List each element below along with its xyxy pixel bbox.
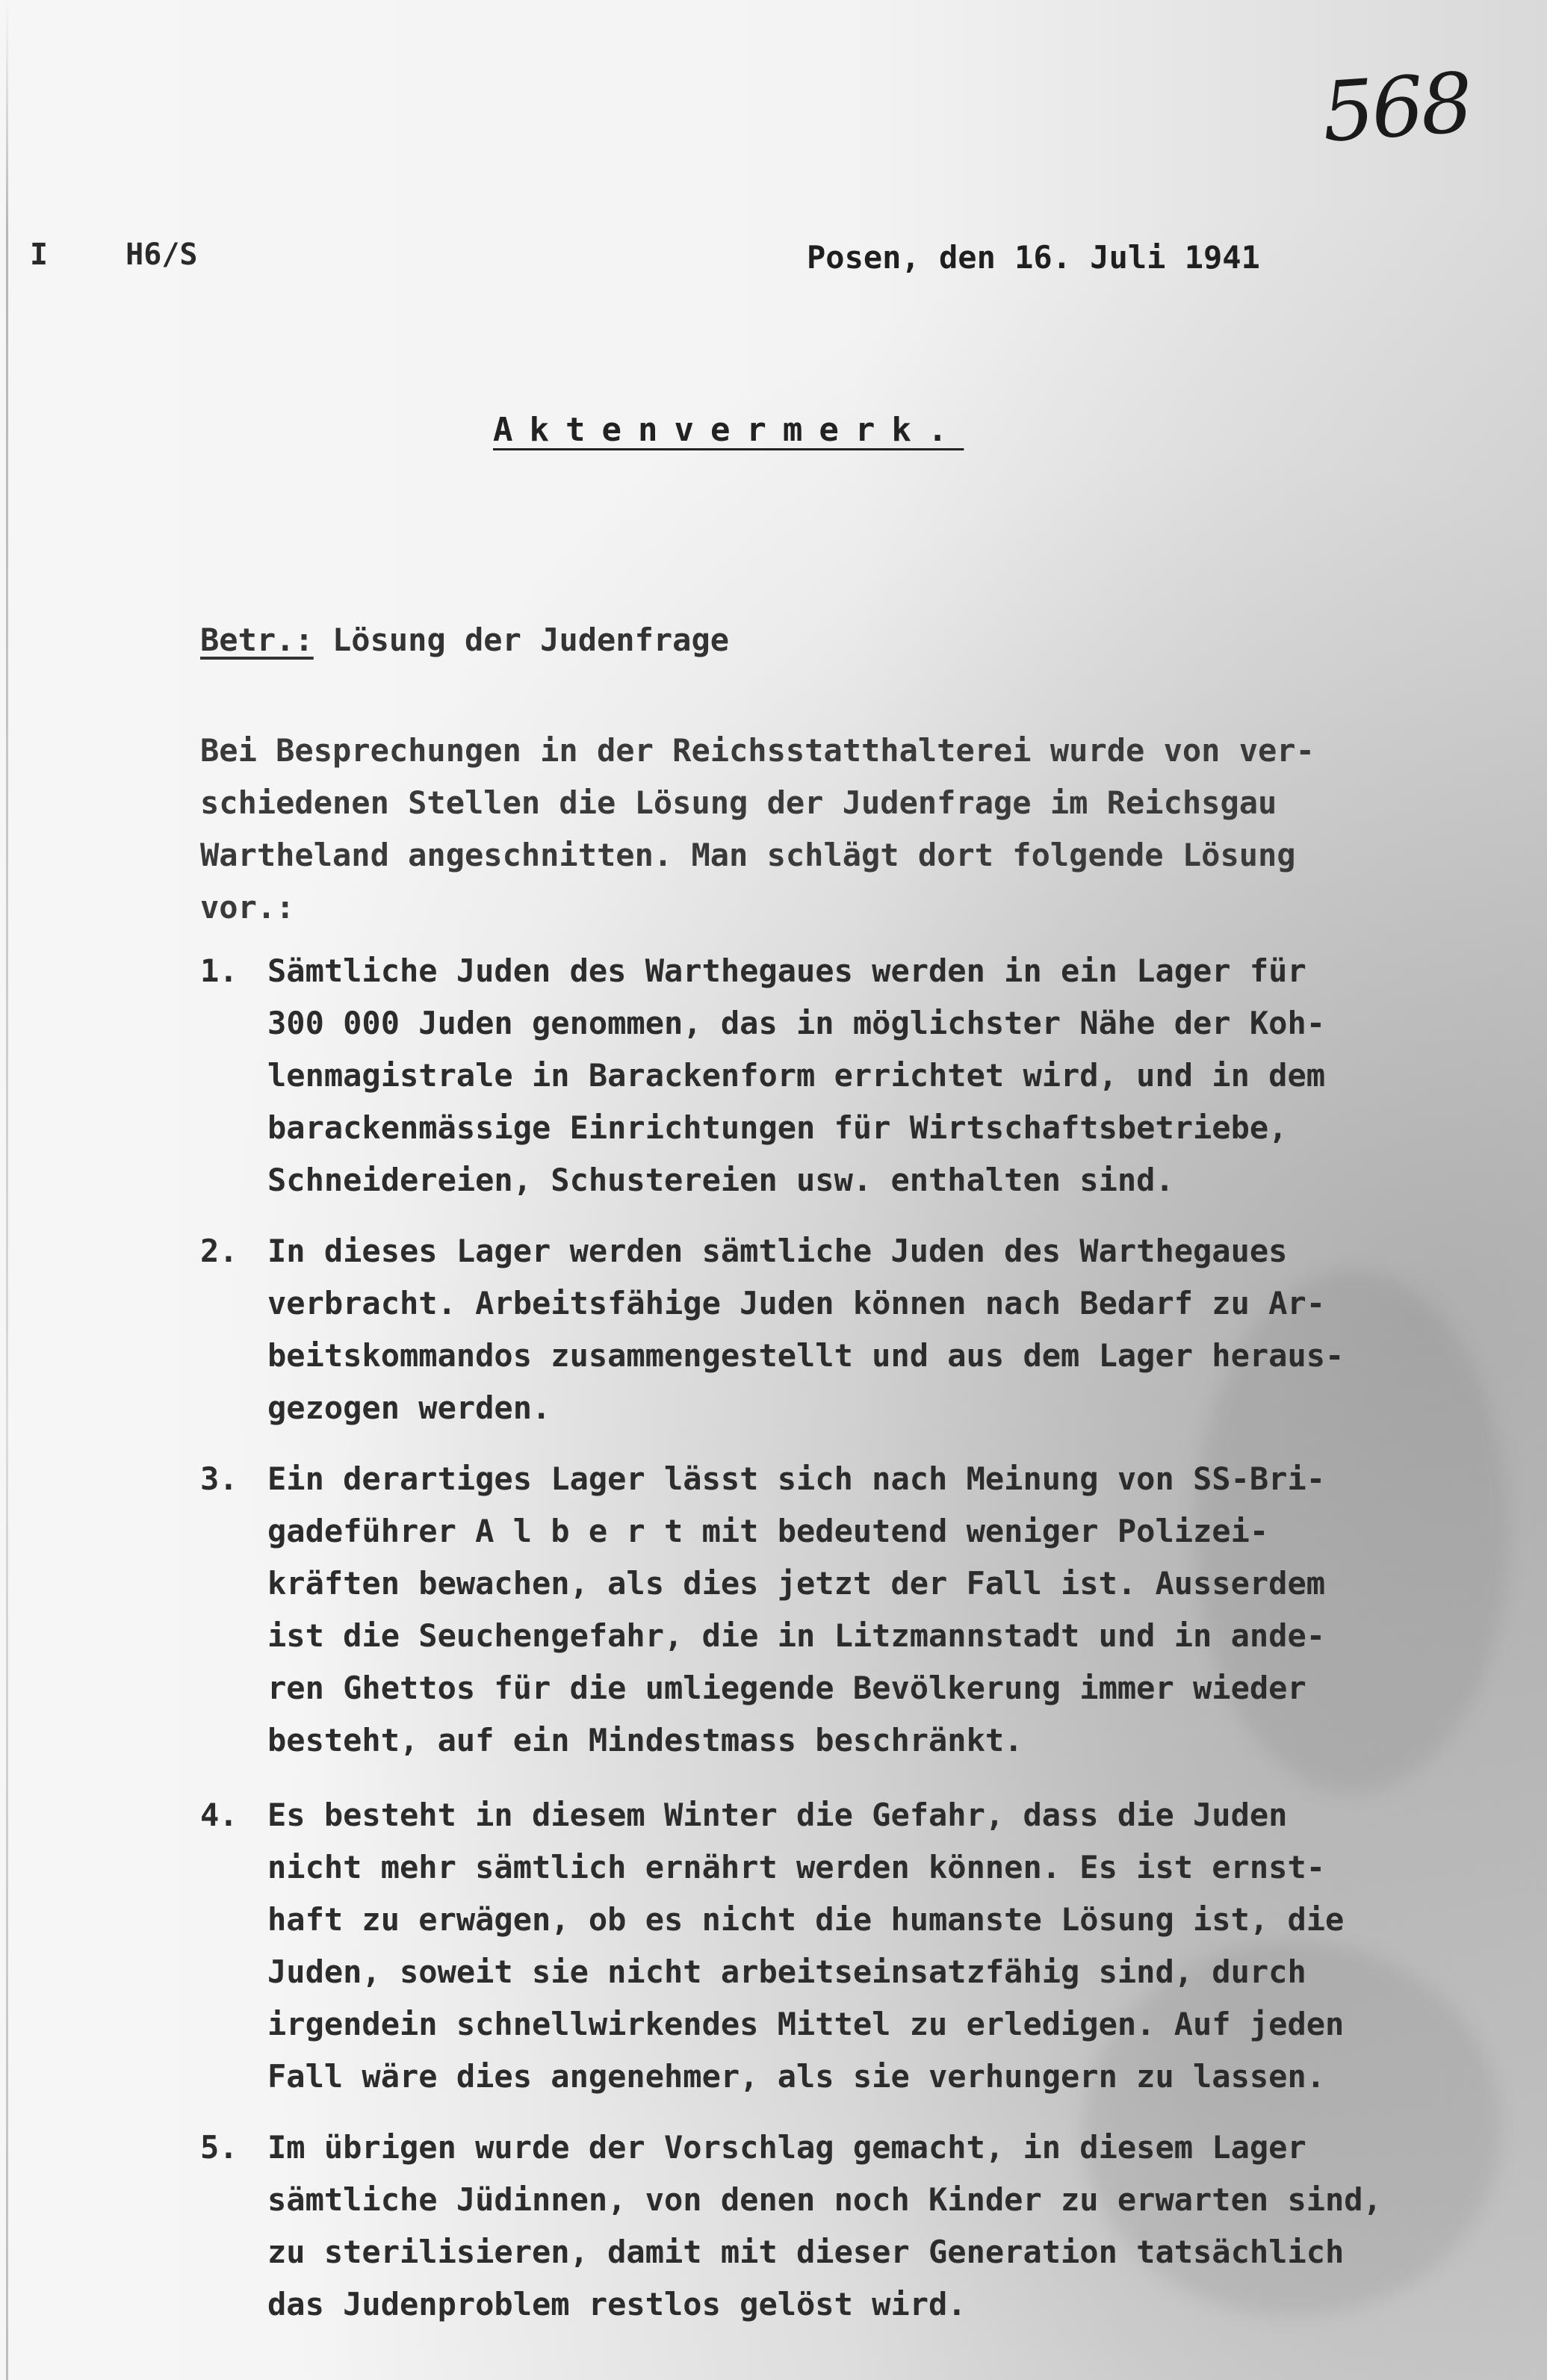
document-title: Aktenvermerk.	[493, 411, 964, 449]
subject-label: Betr.:	[200, 622, 314, 658]
item-text: Ein derartiges Lager lässt sich nach Meinung von SS-Bri- gadeführer A l b e r t mit bedeutend weniger Polizei- kräften bewachen, als dies jetzt der Fall ist. Ausserdem ist die Seuchengefahr, die in Litzmannstadt und in ande- ren Ghettos für die umliegende Bevölkerung immer wieder besteht, auf ein Mindestmass beschränkt.	[267, 1460, 1326, 1758]
file-reference: I H6/S	[30, 238, 198, 272]
item-number: 1.	[200, 952, 238, 989]
folio-number: 568	[1318, 55, 1474, 161]
item-text: In dieses Lager werden sämtliche Juden des Warthegaues verbracht. Arbeitsfähige Juden können nach Bedarf zu Ar- beitskommandos zusammengestellt und aus dem Lager heraus- gezogen werden.	[267, 1233, 1345, 1426]
item-text: Im übrigen wurde der Vorschlag gemacht, in diesem Lager sämtliche Jüdinnen, von denen noch Kinder zu erwarten sind, zu sterilisieren, damit mit dieser Generation tatsächlich das Judenproblem restlos gelöst wird.	[267, 2129, 1382, 2322]
item-number: 4.	[200, 1797, 238, 1833]
item-number: 3.	[200, 1460, 238, 1497]
subject-text: Lösung der Judenfrage	[332, 622, 730, 658]
subject-line	[200, 622, 729, 658]
item-text: Es besteht in diesem Winter die Gefahr, dass die Juden nicht mehr sämtlich ernährt werden können. Es ist ernst- haft zu erwägen, ob es nicht die humanste Lösung ist, die Juden, soweit sie nicht arbeitseinsatzfähig sind, durch irgendein schnellwirkendes Mittel zu erledigen. Auf jeden Fall wäre dies angenehmer, als sie verhungern zu lassen.	[267, 1797, 1345, 2095]
item-number: 5.	[200, 2129, 238, 2166]
intro-paragraph: Bei Besprechungen in der Reichsstatthalterei wurde von ver- schiedenen Stellen die Lösung der Judenfrage im Reichsgau Wartheland angeschnitten. Man schlägt dort folgende Lösung vor.:	[200, 732, 1315, 926]
item-number: 2.	[200, 1233, 238, 1269]
place-and-date: Posen, den 16. Juli 1941	[807, 239, 1260, 276]
item-text: Sämtliche Juden des Warthegaues werden in ein Lager für 300 000 Juden genommen, das in möglichster Nähe der Koh- lenmagistrale in Barackenform errichtet wird, und in dem barackenmässige Einrichtungen für Wirtschaftsbetriebe, Schneidereien, Schustereien usw. enthalten sind.	[267, 952, 1326, 1198]
scan-edge-shadow	[6, 0, 8, 2380]
